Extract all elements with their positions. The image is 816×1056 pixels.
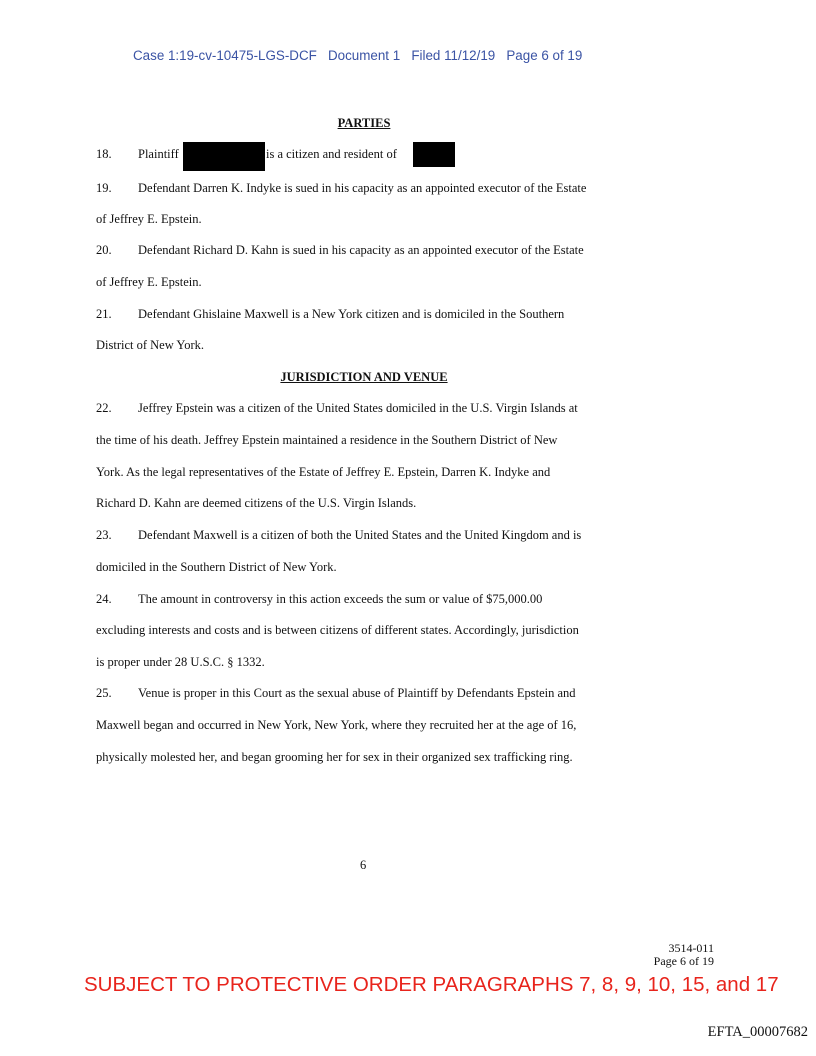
paragraph-text: Plaintiff — [138, 147, 179, 161]
paragraph-text: Venue is proper in this Court as the sexual abuse of Plaintiff by Defendants Epstein and — [138, 686, 576, 700]
paragraph-number: 20. — [96, 243, 112, 257]
paragraph-25-line-3: physically molested her, and began grooming her for sex in their organized sex trafficking ring. — [96, 750, 573, 764]
paragraph-number: 23. — [96, 528, 112, 542]
paragraph-22-line-3: York. As the legal representatives of the Estate of Jeffrey E. Epstein, Darren K. Indyke and — [96, 465, 551, 479]
page-number: 6 — [360, 858, 367, 872]
paragraph-22-line-2: the time of his death. Jeffrey Epstein maintained a residence in the Southern District of New — [96, 433, 558, 447]
paragraph-20 — [96, 243, 584, 258]
paragraph-text: The amount in controversy in this action exceeds the sum or value of $75,000.00 — [138, 592, 543, 606]
paragraph-24-line-3: is proper under 28 U.S.C. § 1332. — [96, 655, 265, 669]
paragraph-19-line-2: of Jeffrey E. Epstein. — [96, 212, 202, 226]
paragraph-22-line-4: Richard D. Kahn are deemed citizens of the U.S. Virgin Islands. — [96, 496, 417, 510]
bates-number: EFTA_00007682 — [707, 1024, 808, 1040]
redaction-box-residence — [413, 142, 455, 167]
redaction-box-plaintiff-name — [183, 142, 265, 171]
paragraph-text: Defendant Richard D. Kahn is sued in his capacity as an appointed executor of the Estate — [138, 243, 584, 257]
case-header: Case 1:19-cv-10475-LGS-DCF Document 1 Filed 11/12/19 Page 6 of 19 — [133, 48, 583, 63]
paragraph-text: Defendant Ghislaine Maxwell is a New York citizen and is domiciled in the Southern — [138, 307, 565, 321]
paragraph-24 — [96, 592, 542, 607]
paragraph-20-line-2: of Jeffrey E. Epstein. — [96, 275, 202, 289]
paragraph-23-line-2: domiciled in the Southern District of New York. — [96, 560, 337, 574]
paragraph-22 — [96, 401, 578, 416]
paragraph-number: 22. — [96, 401, 112, 415]
paragraph-18-continuation: is a citizen and resident of — [266, 147, 397, 161]
protective-order-stamp: SUBJECT TO PROTECTIVE ORDER PARAGRAPHS 7, 8, 9, 10, 15, and 17 — [84, 973, 779, 996]
paragraph-21 — [96, 307, 564, 322]
paragraph-number: 19. — [96, 181, 112, 195]
document-id: 3514-011 — [668, 941, 714, 955]
paragraph-number: 21. — [96, 307, 112, 321]
jurisdiction-heading: JURISDICTION AND VENUE — [280, 370, 448, 384]
paragraph-number: 25. — [96, 686, 112, 700]
paragraph-text: Defendant Maxwell is a citizen of both the United States and the United Kingdom and is — [138, 528, 582, 542]
paragraph-21-line-2: District of New York. — [96, 338, 204, 352]
paragraph-18 — [96, 147, 179, 162]
paragraph-number: 24. — [96, 592, 112, 606]
paragraph-number: 18. — [96, 147, 112, 161]
paragraph-text: Jeffrey Epstein was a citizen of the United States domiciled in the U.S. Virgin Islands at — [138, 401, 578, 415]
paragraph-24-line-2: excluding interests and costs and is between citizens of different states. Accordingly, jurisdiction — [96, 623, 579, 637]
page-of-count: Page 6 of 19 — [653, 954, 714, 968]
paragraph-23 — [96, 528, 581, 543]
paragraph-text: Defendant Darren K. Indyke is sued in his capacity as an appointed executor of the Estate — [138, 181, 587, 195]
paragraph-25 — [96, 686, 576, 701]
document-id-block — [654, 942, 714, 968]
parties-heading: PARTIES — [337, 116, 391, 130]
paragraph-19 — [96, 181, 586, 196]
paragraph-25-line-2: Maxwell began and occurred in New York, New York, where they recruited her at the age of 16, — [96, 718, 577, 732]
